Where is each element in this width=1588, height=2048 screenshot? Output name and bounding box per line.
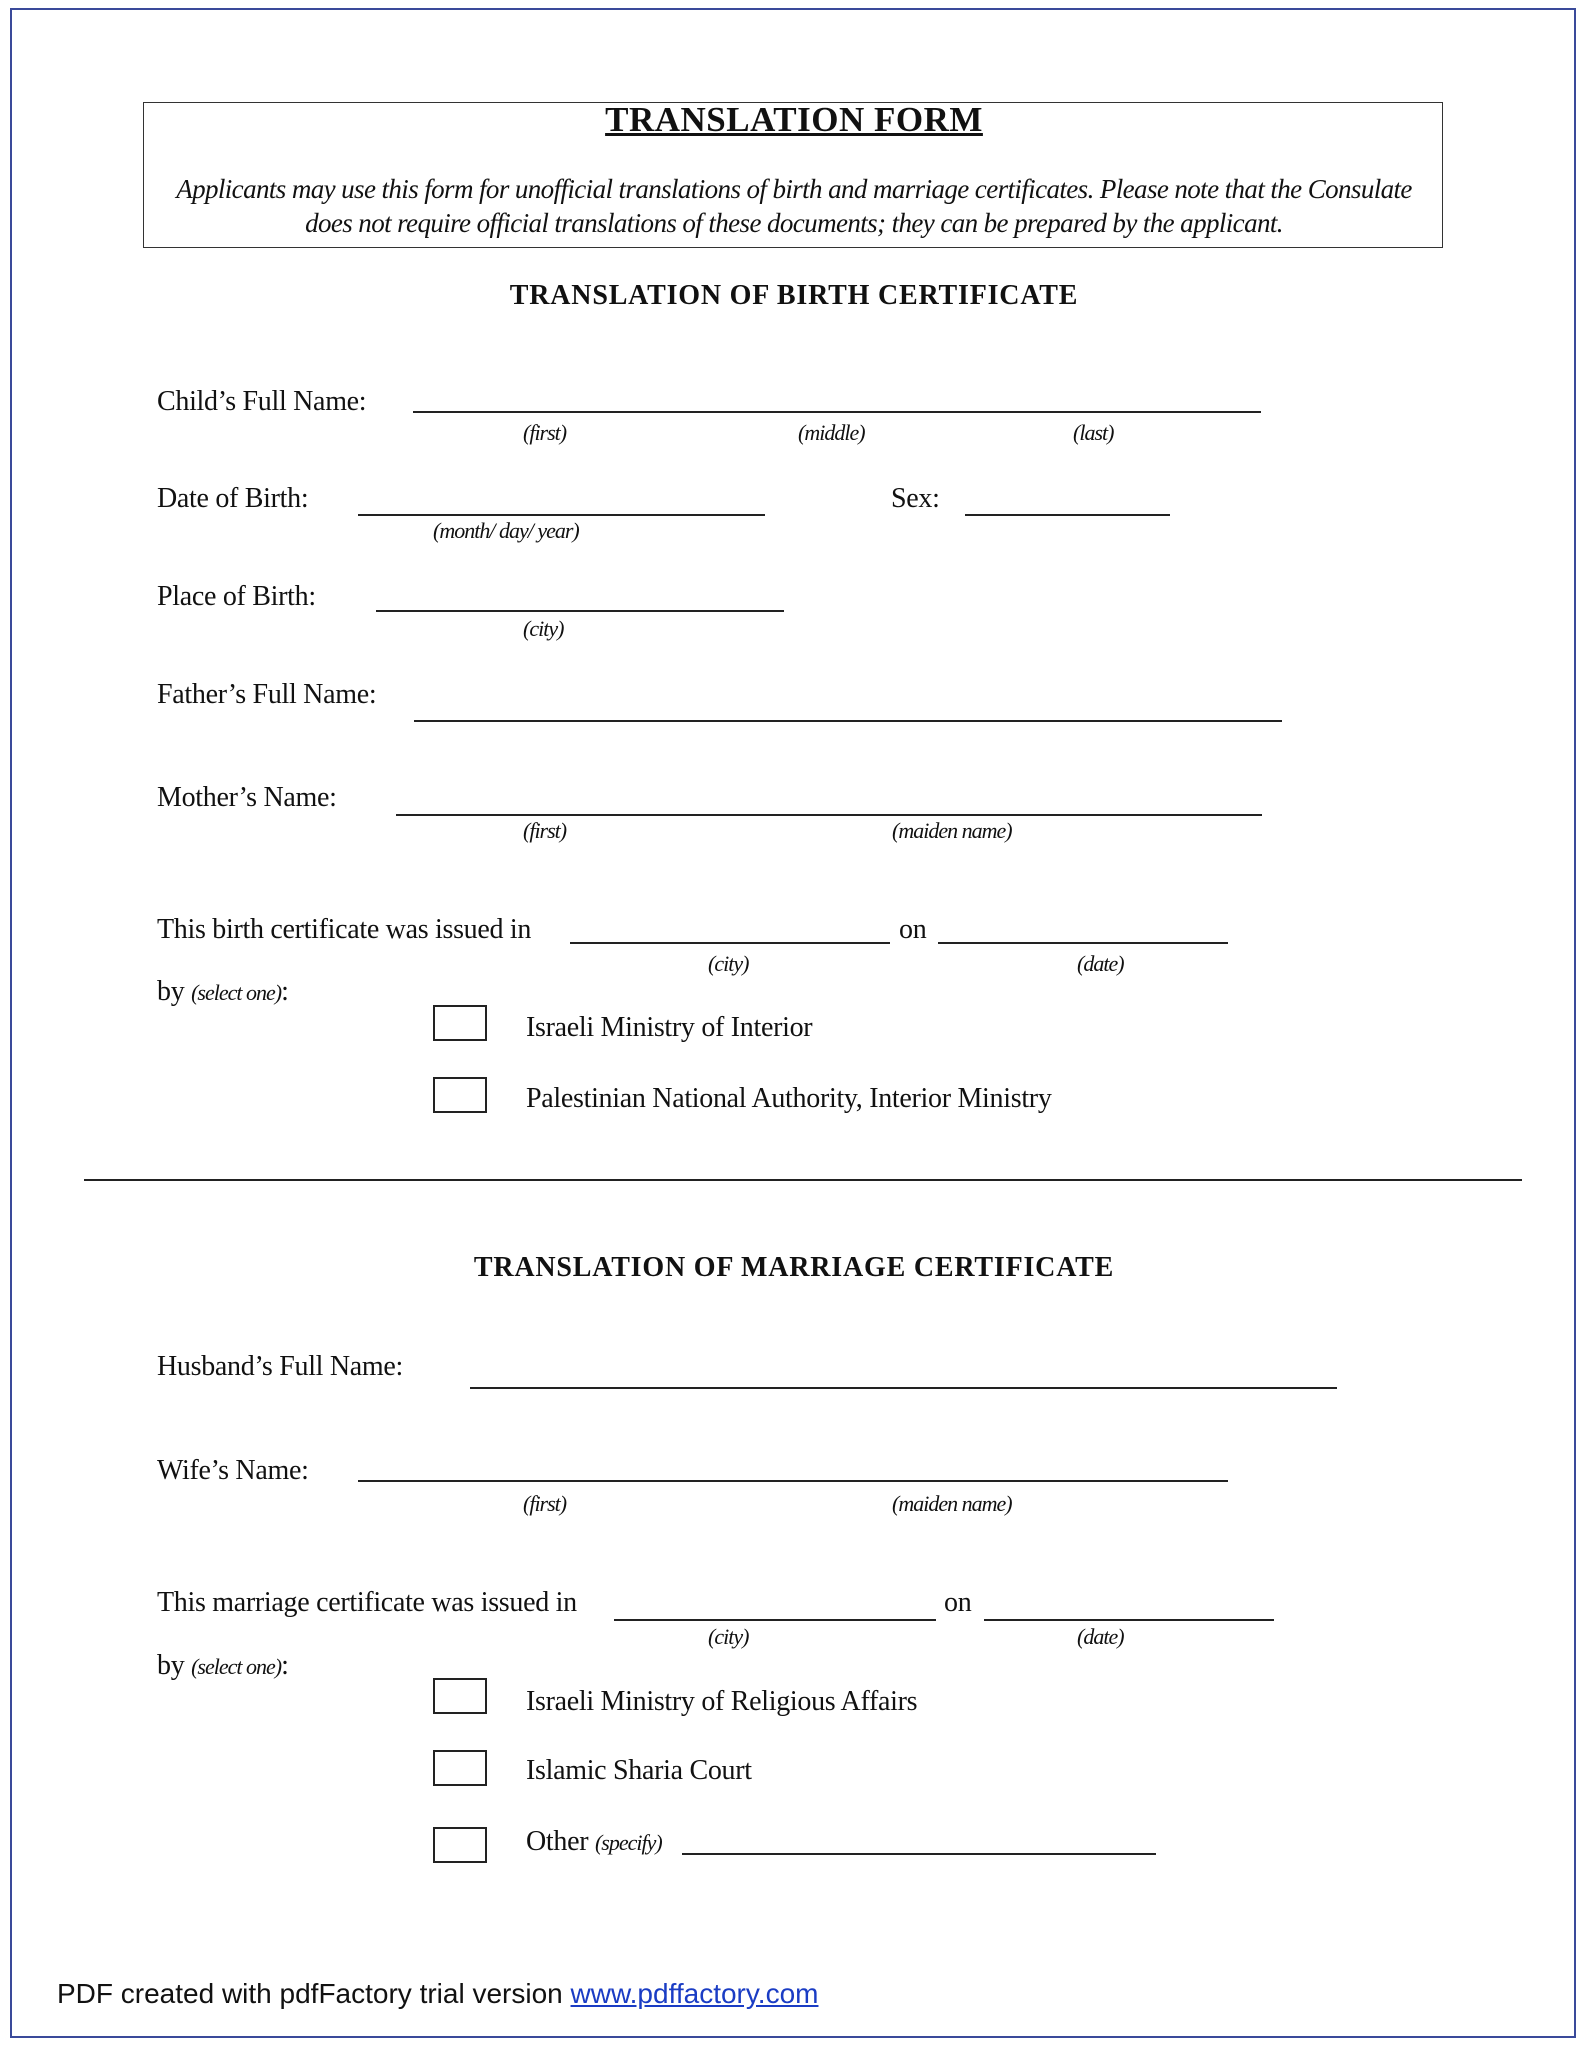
marriage-option-label-religious-affairs: Israeli Ministry of Religious Affairs (526, 1686, 918, 1717)
dob-label: Date of Birth: (157, 483, 309, 514)
marriage-option-checkbox-sharia-court[interactable] (433, 1750, 487, 1786)
child-hint-last: (last) (1073, 420, 1114, 445)
wife-name-field[interactable] (358, 1480, 1228, 1482)
pob-field[interactable] (376, 610, 784, 612)
husband-name-field[interactable] (470, 1387, 1337, 1389)
father-name-field[interactable] (414, 720, 1282, 722)
marriage-by-label: by (select one): (157, 1650, 289, 1681)
marriage-section-title: TRANSLATION OF MARRIAGE CERTIFICATE (473, 1252, 1115, 1283)
marriage-on-label: on (944, 1587, 972, 1618)
birth-option-label-palestinian-interior: Palestinian National Authority, Interior Ministry (526, 1083, 1052, 1114)
child-hint-first: (first) (523, 420, 567, 445)
birth-issued-label: This birth certificate was issued in (157, 914, 532, 945)
birth-issued-date-field[interactable] (938, 942, 1228, 944)
mother-hint-maiden: (maiden name) (892, 818, 1012, 843)
birth-by-label: by (select one): (157, 976, 289, 1007)
birth-on-label: on (899, 914, 927, 945)
pdffactory-link[interactable]: www.pdffactory.com (570, 1978, 819, 2009)
sex-field[interactable] (965, 514, 1170, 516)
wife-hint-first: (first) (523, 1491, 567, 1516)
birth-select-one-hint: (select one) (191, 980, 282, 1005)
birth-option-checkbox-palestinian-interior[interactable] (433, 1077, 487, 1113)
dob-field[interactable] (358, 514, 765, 516)
other-specify-hint: (specify) (594, 1830, 662, 1855)
husband-name-label: Husband’s Full Name: (157, 1351, 403, 1382)
birth-issued-city-field[interactable] (570, 942, 890, 944)
birth-option-checkbox-israeli-interior[interactable] (433, 1005, 487, 1041)
form-title: TRANSLATION FORM (605, 100, 983, 139)
dob-hint: (month/ day/ year) (433, 518, 579, 543)
marriage-issued-hint-date: (date) (1077, 1624, 1124, 1649)
birth-issued-hint-city: (city) (708, 951, 749, 976)
wife-hint-maiden: (maiden name) (892, 1491, 1012, 1516)
mother-name-label: Mother’s Name: (157, 782, 337, 813)
marriage-option-label-other: Other (specify) (526, 1826, 662, 1857)
marriage-issued-city-field[interactable] (614, 1619, 936, 1621)
marriage-option-label-sharia-court: Islamic Sharia Court (526, 1755, 752, 1786)
birth-issued-hint-date: (date) (1077, 951, 1124, 976)
mother-hint-first: (first) (523, 818, 567, 843)
marriage-issued-label: This marriage certificate was issued in (157, 1587, 577, 1618)
pob-label: Place of Birth: (157, 581, 316, 612)
form-intro: Applicants may use this form for unofficial translations of birth and marriage certificates. Please note that the Consulate does not require official translations of these documents; they can be prepared by the applicant. (176, 174, 1412, 238)
child-hint-middle: (middle) (798, 420, 865, 445)
birth-option-label-israeli-interior: Israeli Ministry of Interior (526, 1012, 813, 1043)
sex-label: Sex: (891, 483, 940, 514)
section-divider (84, 1179, 1522, 1181)
footer-text: PDF created with pdfFactory trial version (57, 1978, 563, 2009)
marriage-issued-date-field[interactable] (984, 1619, 1274, 1621)
mother-name-field[interactable] (396, 814, 1262, 816)
marriage-issued-hint-city: (city) (708, 1624, 749, 1649)
other-specify-field[interactable] (682, 1853, 1156, 1855)
wife-name-label: Wife’s Name: (157, 1455, 309, 1486)
child-name-label: Child’s Full Name: (157, 386, 367, 417)
father-name-label: Father’s Full Name: (157, 679, 377, 710)
pob-hint: (city) (523, 616, 564, 641)
pdf-footer-note (57, 1978, 818, 2010)
marriage-option-checkbox-religious-affairs[interactable] (433, 1678, 487, 1714)
marriage-option-checkbox-other[interactable] (433, 1827, 487, 1863)
child-name-field[interactable] (413, 411, 1261, 413)
birth-section-title: TRANSLATION OF BIRTH CERTIFICATE (509, 280, 1079, 311)
marriage-select-one-hint: (select one) (191, 1654, 282, 1679)
